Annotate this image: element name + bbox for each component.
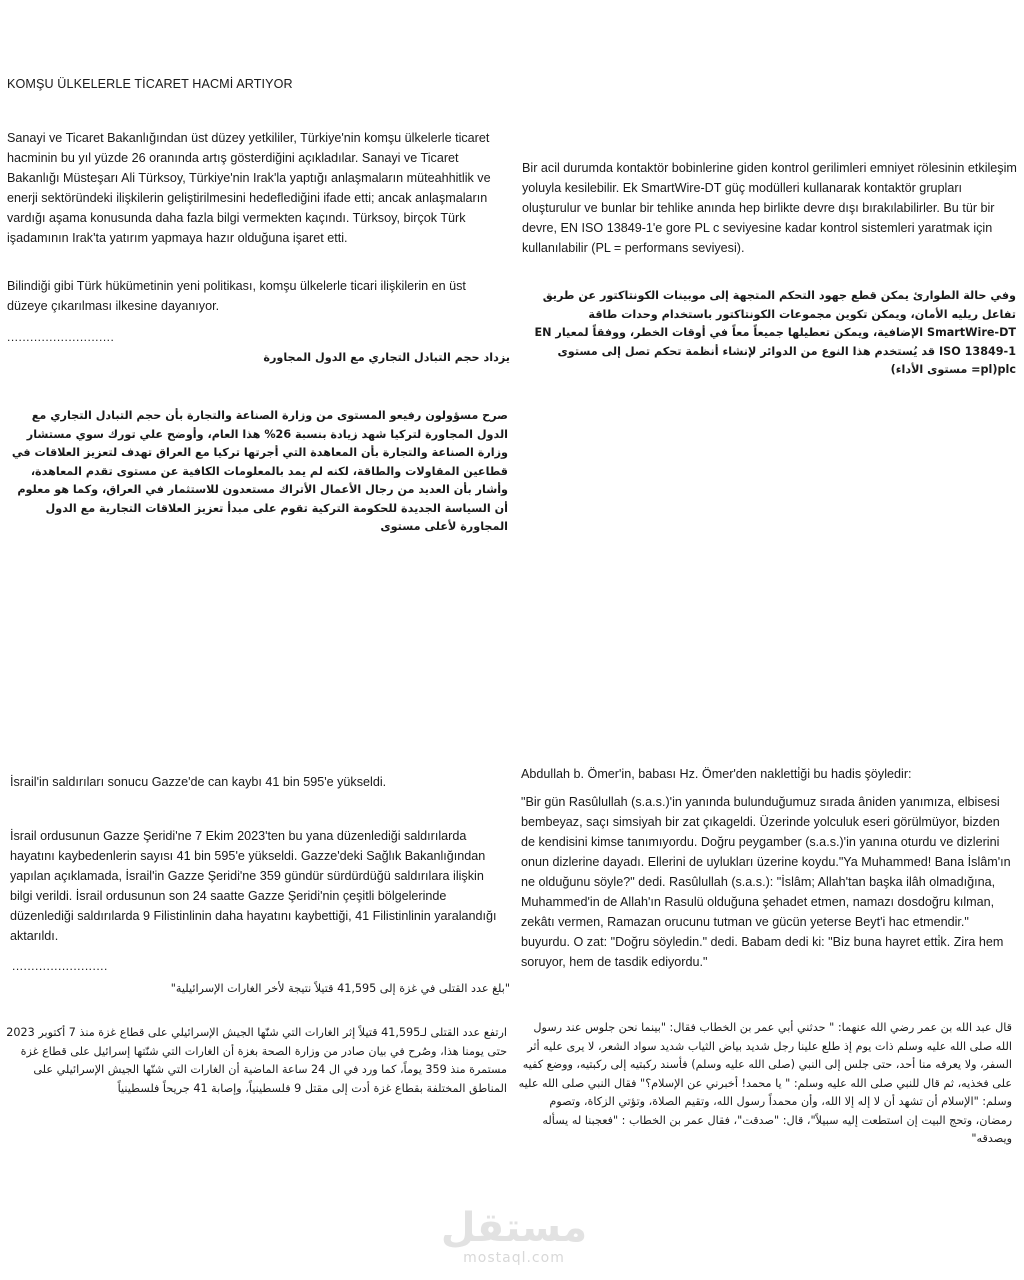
q4-hadith-turkish: "Bir gün Rasûlullah (s.a.s.)'in yanında bulunduğumuz sırada âniden yanımıza, elbisesi bembeyaz, saçı simsiyah bir zat çıkageldi. Üzerinde yolculuk eseri görülmüyor, bizden de kendisini kimse tanımıyordu. Doğru peygamber (s.a.s.)'in yanına oturdu ve dizlerini onun dizlerine dayadı. Ellerini de uylukları üzerine koydu."Ya Muhammed! Bana İslâm'ın ne olduğunu söyle?" dedi. Rasûlullah (s.a.s.): "İslâm; Allah'tan başka ilâh olmadığına, Muhammed'in de Allah'ın Rasulü olduğuna şehadet etmen, namazı dosdoğru kılman, zekâtı vermen, Ramazan orucunu tutman ve gücün yeterse Beyt'i hac etmendir." buyurdu. O zat: "Doğru söyledin." dedi. Babam dedi ki: "Biz buna hayret etti̇k. Zira hem soruyor, hem de tasdik ediyordu." xyxy=(521,795,1011,969)
q1-paragraph-1: Sanayi ve Ticaret Bakanlığından üst düzey yetkililer, Türkiye'nin komşu ülkelerle ticaret hacminin bu yıl yüzde 26 oranında artış gösterdiğini açıkladılar. Sanayi ve Ticaret Bakanlığı Müsteşarı Ali Türksoy, Türkiye'nin Irak'la yaptığı anlaşmaların müteahhitlik ve enerji sektöründeki ilişkilerin geliştirilmesini hedeflediğini ifade etti; ancak anlaşmaların vardığı aşama konusunda daha fazla bilgi vermekten kaçındı. Türksoy, birçok Türk işadamının Irak'ta yatırım yapmaya hazır olduğuna işaret etti. xyxy=(7,131,491,245)
q2-arabic-paragraph: وفي حالة الطوارئ يمكن قطع جهود التحكم المتجهة إلى موبينات الكونتاكتور عن طريق تفاعل ريليه الأمان، ويمكن تكوين مجموعات الكونتاكتور باستخدام وحدات طاقة SmartWire-DT الإضافية، ويمكن تعطيلها جميعاً معاً في أوقات الخطر، ووفقاً لمعيار EN ISO 13849-1 قد يُستخدم هذا النوع من الدوائر لإنشاء أنظمة تحكم تصل إلى مستوى plc(pl= مستوى الأداء) xyxy=(534,289,1016,376)
q3-title: İsrail'in saldırıları sonucu Gazze'de can kaybı 41 bin 595'e yükseldi. xyxy=(10,775,387,789)
q1-title: KOMŞU ÜLKELERLE TİCARET HACMİ ARTIYOR xyxy=(7,77,293,91)
watermark-latin: mostaql.com xyxy=(463,1250,565,1266)
q4-hadith-arabic: قال عبد الله بن عمر رضي الله عنهما: " حدثني أبي عمر بن الخطاب فقال: "بينما نحن جلوس عند رسول الله صلى الله عليه وسلم ذات يوم إذ طلع علينا رجل شديد بياض الثياب شديد سواد الشعر، لا يرى عليه أثر السفر، ولا يعرفه منا أحد، حتى جلس إلى النبي (صلى الله عليه وسلم) فأسند ركبتيه إلى ركبتيه، ووضع كفيه على فخذيه، ثم قال للنبي صلى الله عليه وسلم: " يا محمد! أخبرني عن الإسلام؟" فقال النبي صلى الله عليه وسلم: "الإسلام أن تشهد أن لا إله إلا الله، وأن محمداً رسول الله، وتقيم الصلاة، وتؤتي الزكاة، وتصوم رمضان، وتحج البيت إن استطعت إليه سبيلاً"، قال: "صدقت"، فقال عمر بن الخطاب : "فعجبنا له يسأله ويصدقه" xyxy=(518,1021,1012,1145)
q3-separator-dots: ......................... xyxy=(12,959,108,973)
mostaql-watermark xyxy=(434,1206,594,1266)
q2-turkish-paragraph: Bir acil durumda kontaktör bobinlerine giden kontrol gerilimleri emniyet rölesinin etkileşim yoluyla kesilebilir. Ek SmartWire-DT güç modülleri kullanarak kontaktör grupları oluşturulur ve bunlar bir tehlike anında hep birlikte devre dışı bırakılabilirler. Bu tür bir devre, EN ISO 13849-1'e gore PL c seviyesine kadar kontrol sistemleri yaratmak için kullanılabilir (PL = performans seviyesi). xyxy=(522,161,1017,255)
q3-arabic-title: "بلغ عدد القتلى في غزة إلى 41,595 قتيلاً نتيجة لأخر الغارات الإسرائيلية" xyxy=(170,982,510,995)
q4-intro: Abdullah b. Ömer'in, babası Hz. Ömer'den nakletti̇ği bu hadis şöyledir: xyxy=(521,767,912,781)
q3-body: İsrail ordusunun Gazze Şeridi'ne 7 Ekim 2023'ten bu yana düzenlediği saldırılarda hayatını kaybedenlerin sayısı 41 bin 595'e yükseldi. Gazze'deki Sağlık Bakanlığından yapılan açıklamada, İsrail'in Gazze Şeridi'ne 359 gündür sürdürdüğü saldırılara ilişkin bilgi verildi. İsrail ordusunun son 24 saatte Gazze Şeridi'nin çeşitli bölgelerinde düzenlediği saldırılarda 9 Filistinlinin daha hayatını kaybettiği, 41 Filistinlinin yaralandığı aktarıldı. xyxy=(10,829,497,943)
q3-arabic-body: ارتفع عدد القتلى لـ41,595 قتيلاً إثر الغارات التي شنّها الجيش الإسرائيلي على قطاع غزة منذ 7 أكتوبر 2023 حتى يومنا هذا، وصُرح في بيان صادر من وزارة الصحة بغزة أن الغارات التي شنّتها إسرائيل على قطاع غزة مستمرة منذ 359 يوماً، كما ورد في ال 24 ساعة الماضية أن الغارات التي شنّها الجيش الإسرائيلي على المناطق المختلفة بقطاع غزة أدت إلى مقتل 9 فلسطينياً، وإصابة 41 جريحاً فلسطينياً xyxy=(6,1026,507,1095)
q1-separator-dots: ............................ xyxy=(7,330,115,344)
q1-arabic-body: صرح مسؤولون رفيعو المستوى من وزارة الصناعة والتجارة بأن حجم التبادل التجاري مع الدول المجاورة لتركيا شهد زيادة بنسبة 26% هذا العام، وأوضح علي تورك سوي مستشار وزارة الصناعة والتجارة بأن المعاهدة التي أجرتها تركيا مع العراق تهدف لتعزيز العلاقات في قطاعين المقاولات والطاقة، لكنه لم يمد بالمعلومات الكافية عن مستوى تقدم المعاهدة، وأشار بأن العديد من رجال الأعمال الأتراك مستعدون للاستثمار في العراق، وكما هو معلوم أن السياسة الجديدة للحكومة التركية تقوم على مبدأ تعزيز العلاقات التجارية مع الدول المجاورة لأعلى مستوى xyxy=(11,409,508,533)
watermark-arabic: مستقل xyxy=(440,1205,588,1251)
q1-paragraph-2: Bilindiği gibi Türk hükümetinin yeni politikası, komşu ülkelerle ticari ilişkilerin en üst düzeye çıkarılması ilkesine dayanıyor. xyxy=(7,279,466,313)
q1-arabic-title: يزداد حجم التبادل التجاري مع الدول المجاورة xyxy=(263,351,510,364)
